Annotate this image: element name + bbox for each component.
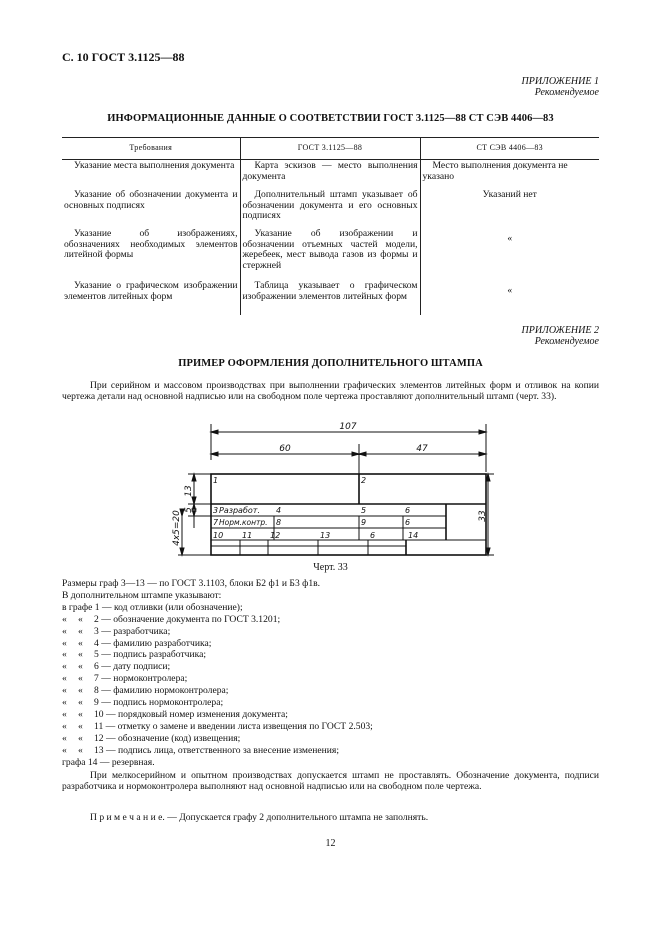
- table-header-cell: Требования: [62, 138, 240, 160]
- cell-number: 7: [213, 518, 219, 527]
- stamp-drawing: [150, 416, 510, 566]
- section-title-2: ПРИМЕР ОФОРМЛЕНИЯ ДОПОЛНИТЕЛЬНОГО ШТАМПА: [178, 358, 483, 369]
- cell-text-razrabot: Разработ.: [219, 506, 260, 515]
- dim-label-right: 47: [416, 444, 428, 454]
- table-cell: Указание об изображении и обозначении отъемных частей модели, жеребеек, мест вывода газов из формы и стержней: [240, 228, 420, 280]
- table-cell: Карта эскизов — место выполнения документа: [240, 160, 420, 190]
- table-row: [62, 280, 599, 315]
- list-item: « « 8 — фамилию нормоконтролера;: [62, 685, 229, 697]
- cell-number: 6: [405, 506, 411, 515]
- figure-caption: Черт. 33: [313, 562, 348, 573]
- list-item: « « 12 — обозначение (код) извещения;: [62, 732, 241, 744]
- appendix-1-label: [522, 76, 600, 98]
- table-cell: Дополнительный штамп указывает об обозначении документа и его основных подписях: [240, 189, 420, 228]
- stamp-columns-list: [62, 578, 599, 769]
- appendix-2-label: [522, 325, 600, 347]
- cell-number: 10: [213, 531, 224, 540]
- cell-number: 11: [242, 531, 253, 540]
- table-cell: Таблица указывает о графическом изображении элементов литейных форм: [240, 280, 420, 315]
- appendix-2-title: ПРИЛОЖЕНИЕ 2: [521, 325, 599, 336]
- table-cell: Указание места выполнения документа: [74, 160, 235, 171]
- list-item: « « 6 — дату подписи;: [62, 661, 171, 673]
- list-item: « « 10 — порядковый номер изменения документа;: [62, 708, 288, 720]
- dim-label-4x5: 4x5=20: [172, 510, 182, 546]
- table-header-row: [62, 138, 599, 160]
- list-item: « « 4 — фамилию разработчика;: [62, 637, 212, 649]
- intro-paragraph: При серийном и массовом производствах при выполнении графических элементов литейных форм и отливок на копии чертежа детали над основной надписью или на свободном поле чертежа проставляют дополнительный штамп (черт. 33).: [62, 380, 599, 402]
- cell-number: 5: [361, 506, 367, 515]
- list-item: « « 2 — обозначение документа по ГОСТ 3.1201;: [62, 613, 281, 625]
- table-cell: Указание об изображениях, обозначениях необходимых элементов литейной формы: [64, 228, 238, 260]
- list-item: « « 7 — нормоконтролера;: [62, 673, 188, 685]
- table-row: [62, 228, 599, 280]
- cell-number: 14: [408, 531, 419, 540]
- table-cell: Указание о графическом изображении элементов литейных форм: [64, 280, 238, 302]
- note-label: П р и м е ч а н и е.: [90, 812, 165, 823]
- table-cell: «: [420, 280, 599, 315]
- dim-label-total: 107: [339, 422, 357, 432]
- cell-number: 12: [270, 531, 281, 540]
- appendix-1-title: ПРИЛОЖЕНИЕ 1: [521, 76, 599, 87]
- cell-text-normkontr: Норм.контр.: [219, 518, 268, 527]
- dim-label-13: 13: [184, 485, 194, 497]
- cell-number: 2: [361, 476, 367, 485]
- paragraph-small-batch: При мелкосерийном и опытном производствах допускается штамп не проставлять. Обозначение документа, подписи разработчика и нормоконтролера выполняют над основной надписью или на свободном поле чертежа.: [62, 770, 599, 792]
- dim-label-33: 33: [478, 510, 488, 522]
- list-item: « « 11 — отметку о замене и введении листа извещения по ГОСТ 2.503;: [62, 720, 373, 732]
- sizes-line: Размеры граф 3—13 — по ГОСТ 3.1103, блоки Б2 ф1 и Б3 ф1в.: [62, 578, 321, 589]
- cell-number: 9: [361, 518, 367, 527]
- page-header: С. 10 ГОСТ 3.1125—88: [62, 50, 185, 64]
- list-item: « « 13 — подпись лица, ответственного за внесение изменения;: [62, 744, 339, 756]
- list-item: « « 3 — разработчика;: [62, 625, 171, 637]
- cell-number: 1: [213, 476, 219, 485]
- table-row: [62, 160, 599, 190]
- dim-label-5: 5: [184, 507, 194, 513]
- table-cell: Место выполнения документа не указано: [420, 160, 599, 190]
- cell-number: 4: [276, 506, 282, 515]
- list-item: « « 9 — подпись нормоконтролера;: [62, 697, 224, 709]
- table-header-cell: ГОСТ 3.1125—88: [240, 138, 420, 160]
- conformity-table: [62, 137, 599, 315]
- appendix-1-status: Рекомендуемое: [534, 87, 599, 98]
- table-row: [62, 189, 599, 228]
- cell-number: 8: [276, 518, 282, 527]
- list-item: « « 5 — подпись разработчика;: [62, 649, 207, 661]
- list-item: графа 14 — резервная.: [62, 756, 155, 768]
- cell-number: 13: [320, 531, 331, 540]
- note-text: — Допускается графу 2 дополнительного штампа не заполнять.: [164, 812, 429, 823]
- note-paragraph: [62, 812, 599, 823]
- list-item: в графе 1 — код отливки (или обозначение);: [62, 601, 243, 613]
- cell-number: 3: [213, 506, 219, 515]
- dim-label-left: 60: [279, 444, 291, 454]
- table-cell: Указание об обозначении документа и основных подписях: [64, 189, 238, 211]
- list-intro: В дополнительном штампе указывают:: [62, 589, 222, 601]
- appendix-2-status: Рекомендуемое: [534, 336, 599, 347]
- cell-number: 6: [405, 518, 411, 527]
- cell-number: 6: [370, 531, 376, 540]
- table-cell: «: [420, 228, 599, 280]
- section-title-1: ИНФОРМАЦИОННЫЕ ДАННЫЕ О СООТВЕТСТВИИ ГОСТ 3.1125—88 СТ СЭВ 4406—83: [107, 113, 554, 124]
- table-cell: Указаний нет: [420, 189, 599, 228]
- page-number: 12: [325, 838, 336, 849]
- table-header-cell: СТ СЭВ 4406—83: [420, 138, 599, 160]
